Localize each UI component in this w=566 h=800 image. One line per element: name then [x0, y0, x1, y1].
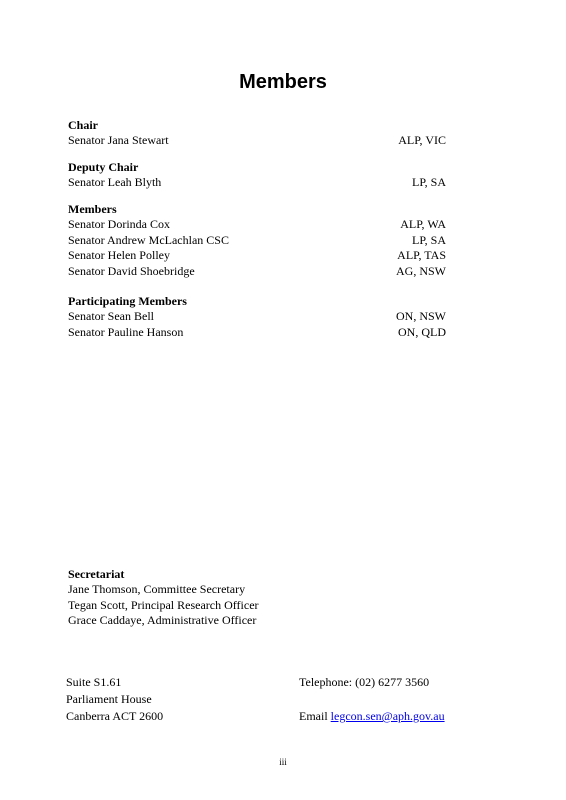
telephone-text: Telephone: (02) 6277 3560 — [299, 675, 430, 689]
member-name: Senator Leah Blyth — [68, 175, 162, 189]
deputy-chair-heading: Deputy Chair — [68, 160, 139, 174]
address-line: Suite S1.61 — [66, 675, 122, 689]
page-number: iii — [279, 757, 287, 767]
email-line — [299, 709, 499, 726]
member-row — [68, 248, 446, 264]
secretariat-heading: Secretariat — [68, 567, 125, 581]
member-row — [68, 217, 446, 233]
member-affiliation: LP, SA — [411, 175, 446, 189]
member-row — [68, 325, 446, 341]
address-line: Canberra ACT 2600 — [66, 709, 164, 723]
member-row — [68, 175, 446, 191]
member-row — [68, 264, 446, 280]
members-section — [68, 202, 446, 279]
secretariat-line: Grace Caddaye, Administrative Officer — [68, 613, 257, 627]
participating-members-section — [68, 294, 446, 340]
member-name: Senator Andrew McLachlan CSC — [68, 232, 229, 247]
contact-details — [299, 675, 499, 726]
member-name: Senator David Shoebridge — [68, 263, 195, 278]
member-name: Senator Jana Stewart — [68, 133, 169, 147]
deputy-chair-section — [68, 160, 446, 191]
member-name: Senator Pauline Hanson — [68, 324, 184, 339]
member-row — [68, 309, 446, 325]
secretariat-section — [68, 567, 368, 629]
member-affiliation: LP, SA — [411, 232, 446, 247]
member-affiliation: AG, NSW — [396, 263, 446, 278]
member-name: Senator Helen Polley — [68, 248, 170, 262]
members-heading: Members — [68, 202, 117, 216]
member-affiliation: ALP, VIC — [398, 133, 446, 147]
email-link[interactable]: legcon.sen@aph.gov.au — [330, 709, 445, 723]
postal-address — [66, 675, 266, 726]
secretariat-line: Tegan Scott, Principal Research Officer — [68, 597, 259, 612]
page-title: Members — [239, 71, 327, 93]
participating-members-heading: Participating Members — [68, 294, 187, 308]
member-name: Senator Dorinda Cox — [68, 217, 170, 231]
member-affiliation: ON, NSW — [396, 309, 446, 323]
chair-section — [68, 118, 446, 149]
member-row — [68, 233, 446, 249]
member-row — [68, 133, 446, 149]
member-affiliation: ALP, WA — [400, 217, 446, 231]
member-affiliation: ON, QLD — [398, 324, 446, 339]
member-affiliation: ALP, TAS — [397, 248, 446, 262]
secretariat-line: Jane Thomson, Committee Secretary — [68, 582, 246, 596]
email-label: Email — [299, 709, 331, 723]
address-line: Parliament House — [66, 692, 152, 706]
chair-heading: Chair — [68, 118, 98, 132]
member-name: Senator Sean Bell — [68, 309, 154, 323]
